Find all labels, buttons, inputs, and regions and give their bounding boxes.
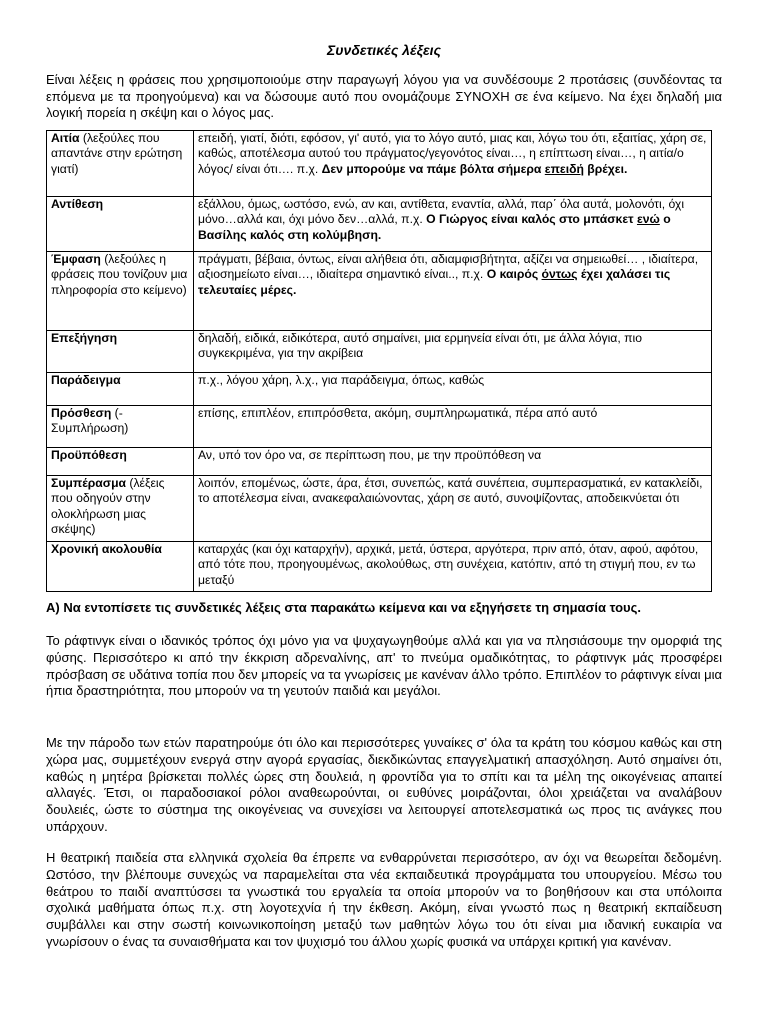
table-row xyxy=(47,373,712,406)
example-highlight: ενώ xyxy=(636,212,660,227)
category-cell xyxy=(47,331,194,373)
connectives-cell xyxy=(194,373,712,406)
table-row xyxy=(47,448,712,476)
category-term: Πρόσθεση xyxy=(51,406,112,420)
paragraph-text: Με την πάροδο των ετών παρατηρούμε ότι όλο και περισσότερες γυναίκες σ' όλα τα κράτη του κόσμου καθώς και στη χώρα μας, συμμετέχουν ενεργά στην αγορά εργασίας, διεκδικώντας επαγγελματική απασχόληση. Αυτό σημαίνει ότι, καθώς η μητέρα βρίσκεται πολλές ώρες στη δουλειά, η φροντίδα για το σπίτι και τα μέλη της οικογένειας απαιτεί αλλαγές. Έτσι, οι παραδοσιακοί ρόλοι αναθεωρούνται, οι ευθύνες μοιράζονται, όλοι χρειάζεται να αναλάβουν δουλειές, ώστε το σύστημα της οικογένειας να συνεχίσει να λειτουργεί αποτελεσματικά ως προς τις ανάγκες που υπάρχουν. xyxy=(46,735,722,834)
connectives-text: εξάλλου, όμως, ωστόσο, ενώ, αν και, αντίθετα, εναντία, αλλά, παρ΄ όλα αυτά, μολονότι, όχι μόνο…αλλά και, όχι μόνο δεν…αλλά, π.χ. xyxy=(198,197,685,227)
table-row xyxy=(47,131,712,197)
exercise-paragraph xyxy=(46,735,722,836)
connectives-text: καταρχάς (και όχι καταρχήν), αρχικά, μετά, ύστερα, αργότερα, πριν από, όταν, αφού, αφότου, από τότε που, προηγουμένως, ακολούθως, στη συνέχεια, κατόπιν, από τη στιγμή που, εν τω μεταξύ xyxy=(198,542,699,587)
table-row xyxy=(47,331,712,373)
connectives-cell xyxy=(194,197,712,252)
table-row xyxy=(47,542,712,592)
paragraph-text: Το ράφτινγκ είναι ο ιδανικός τρόπος όχι μόνο για να ψυχαγωγηθούμε αλλά και για να πλησιάσουμε την ομορφιά της φύσης. Περισσότερο κι από την έκκριση αδρεναλίνης, απ' το πνεύμα ομαδικότητας, το ράφτινγκ μάς προσφέρει πρόσβαση σε υδάτινα τοπία που δεν μπορείς να τα γνωρίσεις με κανέναν άλλο τρόπο. Επιπλέον το ράφτινγκ είναι μια ήπια δραστηριότητα, που μπορούν να τη γευτούν παιδιά και μεγάλοι. xyxy=(46,633,722,699)
category-note: (λέξεις που οδηγούν στην ολοκλήρωση μιας σκέψης) xyxy=(51,476,165,537)
example-text: Ο καιρός xyxy=(486,267,542,282)
table-row xyxy=(47,197,712,252)
category-cell xyxy=(47,406,194,448)
category-cell xyxy=(47,131,194,197)
table-row xyxy=(47,406,712,448)
connectives-text: π.χ., λόγου χάρη, λ.χ., για παράδειγμα, όπως, καθώς xyxy=(198,373,485,387)
page-title: Συνδετικές λέξεις xyxy=(327,42,441,58)
connectives-table xyxy=(46,130,712,592)
connectives-text: επίσης, επιπλέον, επιπρόσθετα, ακόμη, συμπληρωματικά, πέρα από αυτό xyxy=(198,406,598,420)
category-term: Αιτία xyxy=(51,131,80,145)
exercise-paragraph xyxy=(46,850,722,951)
connectives-cell xyxy=(194,542,712,592)
category-note: (- Συμπλήρωση) xyxy=(51,406,129,436)
category-cell xyxy=(47,542,194,592)
paragraph-text: Η θεατρική παιδεία στα ελληνικά σχολεία θα έπρεπε να ενθαρρύνεται περισσότερο, αν όχι να θεωρείται δεδομένη. Ωστόσο, την βλέπουμε συνεχώς να παραμελείται στα νέα εκπαιδευτικά προγράμματα του υπουργείου. Μέσω του θεάτρου το παιδί αναπτύσσει τα γνωστικά του εργαλεία τα οποία μπορούν να το βοηθήσουν και στα υπόλοιπα σχολικά μαθήματα όπως π.χ. στη λογοτεχνία ή την έκθεση. Ακόμη, είναι γνωστό πως η θεατρική εκπαίδευση συμβάλλει και στην σωστή κοινωνικοποίηση μεταξύ των μαθητών λόγω του ότι είναι μια ιδανική ευκαιρία να γνωρίσουν ο ένας τα συναισθήματα και τον ψυχισμό του άλλου χωρίς φυσικά να υπάρχει κριτική για κανέναν. xyxy=(46,850,722,949)
connectives-cell xyxy=(194,131,712,197)
connectives-cell xyxy=(194,252,712,331)
example-text: Δεν μπορούμε να πάμε βόλτα σήμερα xyxy=(321,161,545,176)
category-note: (λεξούλες που απαντάνε στην ερώτηση γιατί) xyxy=(51,131,183,176)
example-text: Ο Γιώργος είναι καλός στο μπάσκετ xyxy=(426,212,637,227)
category-term: Προϋπόθεση xyxy=(51,448,127,462)
category-term: Παράδειγμα xyxy=(51,373,121,387)
connectives-text: επειδή, γιατί, διότι, εφόσον, γι' αυτό, για το λόγο αυτό, μιας και, λόγω του ότι, εξαιτίας, χάρη σε, καθώς, αποτέλεσμα αυτού του πράγματος/γεγονότος είναι…, η επίπτωση είναι…, η αιτία/ο λόγος/ είναι ότι…. π.χ. xyxy=(198,131,707,176)
category-term: Συμπέρασμα xyxy=(51,476,127,490)
connectives-cell xyxy=(194,476,712,542)
category-cell xyxy=(47,373,194,406)
connectives-cell xyxy=(194,331,712,373)
connectives-text: λοιπόν, επομένως, ώστε, άρα, έτσι, συνεπώς, κατά συνέπεια, συμπερασματικά, εν κατακλείδι, το αποτέλεσμα είναι, ανακεφαλαιώνοντας, χάρη σε αυτό, συνοψίζοντας, αποδεικνύεται ότι xyxy=(198,476,703,506)
example-highlight: επειδή xyxy=(544,161,584,176)
category-term: Επεξήγηση xyxy=(51,331,118,345)
connectives-text: Αν, υπό τον όρο να, σε περίπτωση που, με την προϋπόθεση να xyxy=(198,448,542,462)
example-text: ο Βασίλης καλός στη κολύμβηση. xyxy=(198,212,671,242)
connectives-cell xyxy=(194,448,712,476)
connectives-text: δηλαδή, ειδικά, ειδικότερα, αυτό σημαίνει, μια ερμηνεία είναι ότι, με άλλα λόγια, πιο συγκεκριμένα, για την ακρίβεια xyxy=(198,331,642,361)
example-highlight: όντως xyxy=(541,267,578,282)
example-text: έχει χαλάσει τις τελευταίες μέρες. xyxy=(198,267,671,297)
exercise-heading: Α) Να εντοπίσετε τις συνδετικές λέξεις στα παρακάτω κείμενα και να εξηγήσετε τη σημασία τους. xyxy=(46,600,641,615)
exercise-paragraph xyxy=(46,633,722,700)
category-term: Αντίθεση xyxy=(51,197,104,211)
connectives-text: πράγματι, βέβαια, όντως, είναι αλήθεια ότι, αδιαμφισβήτητα, αξίζει να σημειωθεί… , ιδιαίτερα, αξιοσημείωτο είναι…, ιδιαίτερα σημαντικό είναι.., π.χ. xyxy=(198,252,699,282)
category-cell xyxy=(47,448,194,476)
category-note: (λεξούλες η φράσεις που τονίζουν μια πληροφορία στο κείμενο) xyxy=(51,252,188,297)
category-term: Έμφαση xyxy=(51,252,101,266)
connectives-cell xyxy=(194,406,712,448)
category-cell xyxy=(47,252,194,331)
table-row xyxy=(47,476,712,542)
category-cell xyxy=(47,197,194,252)
category-cell xyxy=(47,476,194,542)
intro-paragraph: Είναι λέξεις η φράσεις που χρησιμοποιούμε στην παραγωγή λόγου για να συνδέσουμε 2 προτάσεις (συνδέοντας τα επόμενα με τα προηγούμενα) και να δώσουμε αυτό που ονομάζουμε ΣΥΝΟΧΗ σε ένα κείμενο. Να έχει δηλαδή μια λογική πορεία η σκέψη και ο λόγος μας. xyxy=(46,72,722,120)
category-term: Χρονική ακολουθία xyxy=(51,542,162,556)
table-row xyxy=(47,252,712,331)
example-text: βρέχει. xyxy=(583,161,628,176)
